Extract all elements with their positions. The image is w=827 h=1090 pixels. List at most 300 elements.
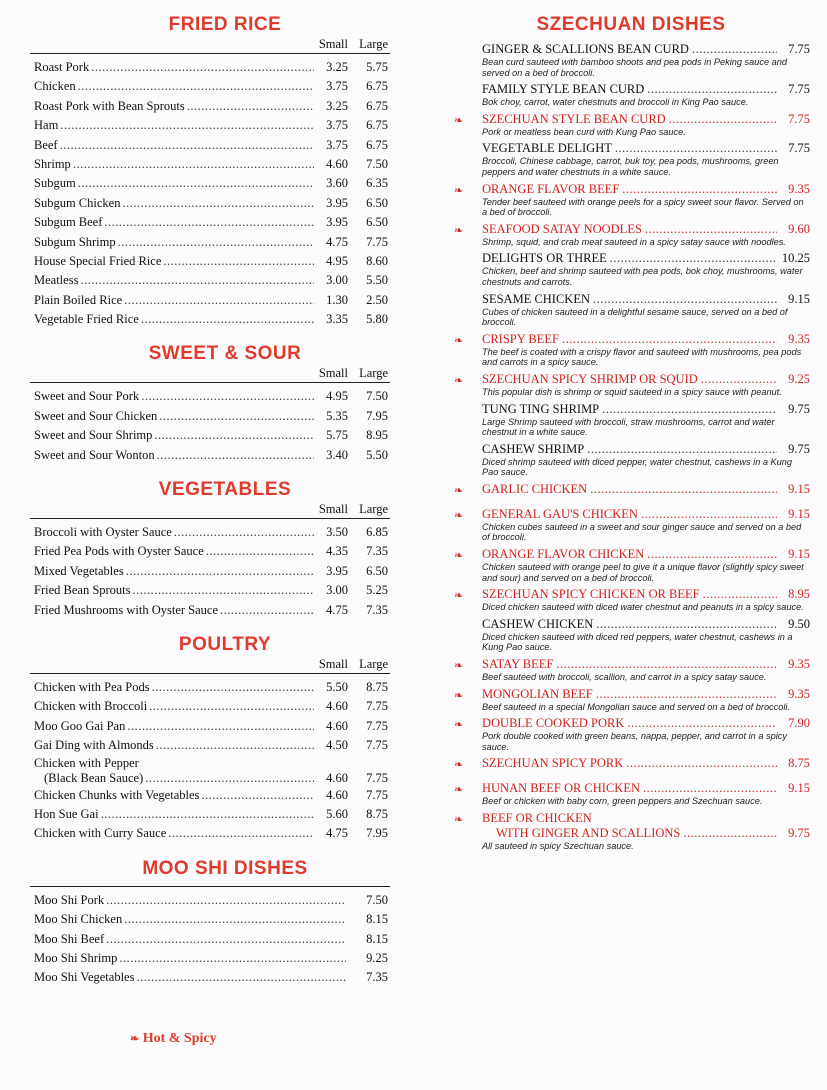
dot-leader (157, 446, 314, 465)
dish-line (482, 112, 810, 127)
divider (30, 518, 390, 519)
large-price: 7.75 (366, 787, 388, 802)
szechuan-title: SZECHUAN DISHES (536, 14, 726, 35)
dish-description: Broccoli, Chinese cabbage, carrot, buk toy, pea pods, mushrooms, green peppers and water chestnuts in a white sauce. (482, 156, 779, 177)
dish-item (452, 42, 810, 78)
dish-line (482, 657, 810, 672)
dish-line (482, 507, 810, 522)
item-name: Chicken with Broccoli (34, 699, 148, 714)
menu-item (30, 601, 390, 620)
vegetables-title: VEGETABLES (158, 479, 292, 501)
dot-leader (159, 407, 314, 426)
menu-item (30, 756, 390, 786)
dish-item (452, 687, 810, 713)
large-header: Large (359, 502, 388, 517)
fried-rice-title: FRIED RICE (168, 14, 282, 35)
small-price: 3.95 (326, 215, 348, 230)
dish-item (452, 781, 810, 807)
dish-price: 7.75 (788, 111, 810, 126)
large-price: 5.50 (366, 447, 388, 462)
large-price: 5.50 (366, 273, 388, 288)
dish-name: SZECHUAN SPICY PORK (482, 756, 624, 771)
column-header (30, 501, 390, 517)
dish-line (482, 82, 810, 97)
pepper-icon: ❧ (454, 114, 464, 127)
item-name: Moo Shi Shrimp (34, 950, 118, 965)
item-price: 8.15 (366, 931, 388, 946)
dish-line (482, 442, 810, 457)
large-price: 6.35 (366, 176, 388, 191)
dish-item (452, 222, 810, 248)
dish-price: 9.15 (788, 781, 810, 796)
dot-leader (647, 547, 777, 562)
dot-leader (154, 426, 314, 445)
small-price: 4.60 (326, 718, 348, 733)
item-name: Moo Shi Chicken (34, 912, 123, 927)
pepper-icon: ❧ (454, 224, 464, 237)
dish-line (482, 482, 810, 497)
dot-leader (692, 42, 777, 57)
menu-item (30, 387, 390, 406)
dish-name: SATAY BEEF (482, 657, 554, 672)
small-price: 4.95 (326, 253, 348, 268)
pepper-icon: ❧ (454, 689, 464, 702)
item-name: Subgum (34, 176, 76, 191)
left-column (30, 14, 390, 994)
small-header: Small (318, 366, 348, 381)
dish-name: GINGER & SCALLIONS BEAN CURD (482, 42, 689, 56)
large-price: 7.75 (366, 770, 388, 785)
dot-leader (703, 587, 777, 602)
small-price: 4.75 (326, 602, 348, 617)
large-price: 7.95 (366, 826, 388, 841)
menu-item (30, 542, 390, 561)
item-name: Chicken Chunks with Vegetables (34, 787, 200, 802)
dish-line (482, 402, 810, 417)
poultry-list (30, 678, 390, 844)
item-name: Fried Mushrooms with Oyster Sauce (34, 602, 219, 617)
small-price: 5.50 (326, 679, 348, 694)
sweet-sour-list (30, 387, 390, 465)
large-price: 7.75 (366, 234, 388, 249)
dish-price: 9.75 (788, 826, 810, 840)
large-price: 6.75 (366, 118, 388, 133)
dish-name: CASHEW SHRIMP (482, 441, 585, 456)
dish-description: Diced chicken sauteed with diced water chestnut and peanuts in a spicy sauce. (482, 602, 804, 613)
pepper-icon: ❧ (454, 814, 464, 826)
small-price: 3.35 (326, 312, 348, 327)
item-name: Subgum Shrimp (34, 234, 116, 249)
vegetables-section (30, 479, 390, 620)
pepper-icon: ❧ (454, 590, 464, 603)
pepper-icon: ❧ (454, 660, 464, 673)
dish-line (482, 292, 810, 307)
moo-shi-section (30, 858, 390, 988)
item-name: Moo Shi Beef (34, 931, 105, 946)
large-price: 7.50 (366, 389, 388, 404)
dish-line (482, 687, 810, 702)
pepper-icon: ❧ (454, 484, 464, 497)
dish-price: 9.15 (788, 547, 810, 562)
large-price: 7.75 (366, 699, 388, 714)
large-price: 6.50 (366, 195, 388, 210)
item-name: Sweet and Sour Pork (34, 389, 140, 404)
large-price: 8.60 (366, 253, 388, 268)
dish-description: Chicken cubes sauteed in a sweet and sour ginger sauce and served on a bed of broccoli. (482, 521, 802, 543)
dot-leader (145, 771, 314, 786)
dish-price: 9.35 (788, 657, 810, 672)
dish-item (452, 332, 810, 368)
item-name: Hon Sue Gai (34, 806, 99, 821)
fried-rice-section (30, 14, 390, 329)
dish-item (452, 112, 810, 138)
dot-leader (106, 930, 346, 949)
dot-leader (60, 136, 314, 155)
dish-price: 9.35 (788, 686, 810, 701)
column-header (30, 365, 390, 381)
dish-line (482, 716, 810, 731)
dish-item (452, 811, 810, 852)
menu-item (30, 446, 390, 465)
dish-name: MONGOLIAN BEEF (482, 686, 593, 701)
dish-description: Bean curd sauteed with bamboo shoots and pea pods in Peking sauce and served on a bed of broccoli. (482, 57, 787, 78)
menu-item (30, 581, 390, 600)
dish-price: 9.15 (788, 291, 810, 306)
menu-item (30, 233, 390, 252)
item-name: Chicken (34, 79, 76, 94)
item-name: Beef (34, 137, 58, 152)
dish-description: Beef sauteed in a special Mongolian sauce and served on a bed of broccoli. (482, 701, 790, 712)
dish-item (452, 372, 810, 398)
dish-name: SZECHUAN SPICY CHICKEN OR BEEF (482, 587, 700, 602)
large-price: 7.95 (366, 408, 388, 423)
item-name: Roast Pork (34, 60, 90, 74)
large-price: 7.75 (366, 738, 388, 753)
dot-leader (104, 213, 314, 232)
dish-item (452, 587, 810, 613)
item-name: Vegetable Fried Rice (34, 312, 139, 327)
pepper-icon: ❧ (454, 784, 464, 797)
item-name: Shrimp (34, 156, 71, 171)
dot-leader (136, 968, 346, 987)
dish-line (482, 756, 810, 771)
dish-price: 7.75 (788, 82, 810, 97)
small-header: Small (318, 37, 348, 51)
dot-leader (168, 824, 314, 843)
dish-item (452, 657, 810, 683)
dot-leader (627, 716, 777, 731)
column-header (30, 656, 390, 672)
menu-item (30, 949, 390, 968)
dot-leader (101, 805, 314, 824)
item-price: 7.50 (366, 892, 388, 907)
dish-description: Chicken sauteed with orange peel to give it a unique flavor (slightly spicy sweet and sour) and served on a bed of broccoli. (482, 562, 804, 583)
dish-price: 9.15 (788, 506, 810, 521)
dot-leader (622, 182, 777, 197)
dish-description: Beef or chicken with baby corn, green peppers and Szechuan sauce. (482, 796, 763, 807)
large-price: 6.75 (366, 137, 388, 152)
right-column (452, 14, 810, 856)
menu-item (30, 891, 390, 910)
dot-leader (602, 402, 777, 417)
menu-item (30, 736, 390, 755)
dot-leader (78, 77, 314, 96)
dish-line (482, 826, 810, 841)
dot-leader (669, 112, 777, 127)
dish-description: Bok choy, carrot, water chestnuts and broccoli in King Pao sauce. (482, 97, 749, 108)
dot-leader (127, 717, 314, 736)
dot-leader (596, 687, 777, 702)
dish-description: Diced shrimp sauteed with diced pepper, water chestnut, cashews in a Kung Pao sauce. (482, 456, 792, 478)
menu-item (30, 678, 390, 697)
dish-description: The beef is coated with a crispy flavor and sauteed with mushrooms, pea pods and carrots in a spicy sauce. (482, 346, 802, 368)
dish-price: 7.75 (788, 42, 810, 56)
menu-item (30, 213, 390, 232)
small-price: 5.75 (326, 428, 348, 443)
item-name: Moo Goo Gai Pan (34, 718, 126, 733)
dish-line (482, 222, 810, 237)
large-price: 6.50 (366, 215, 388, 230)
dish-item (452, 442, 810, 478)
item-name: Mixed Vegetables (34, 563, 124, 578)
small-header: Small (318, 502, 348, 517)
dot-leader (220, 601, 314, 620)
pepper-icon: ❧ (454, 719, 464, 732)
dot-leader (590, 482, 777, 497)
menu-item (30, 155, 390, 174)
large-price: 6.85 (366, 525, 388, 540)
small-price: 3.40 (326, 447, 348, 462)
dish-item (452, 251, 810, 287)
dot-leader (163, 252, 314, 271)
poultry-section (30, 634, 390, 844)
dish-item (452, 547, 810, 583)
item-line (34, 771, 388, 786)
menu-item (30, 310, 390, 329)
dot-leader (141, 387, 314, 406)
hot-spicy-legend (130, 1031, 217, 1047)
pepper-icon: ❧ (454, 184, 464, 197)
dish-name: SEAFOOD SATAY NOODLES (482, 221, 642, 236)
dot-leader (126, 562, 314, 581)
dot-leader (119, 949, 346, 968)
large-price: 2.50 (366, 292, 388, 307)
moo-shi-list (30, 891, 390, 988)
dish-line (482, 372, 810, 387)
item-name: Broccoli with Oyster Sauce (34, 525, 172, 540)
large-price: 6.75 (366, 98, 388, 113)
large-price: 7.35 (366, 544, 388, 559)
pepper-icon: ❧ (130, 1033, 140, 1045)
dot-leader (647, 82, 777, 97)
large-price: 8.75 (366, 679, 388, 694)
dish-name: BEEF OR CHICKEN (482, 811, 592, 825)
small-price: 3.95 (326, 195, 348, 210)
item-name: Moo Shi Vegetables (34, 970, 135, 985)
item-name: Chicken with Pea Pods (34, 679, 150, 694)
dish-name: CASHEW CHICKEN (482, 616, 594, 631)
dish-description: All sauteed in spicy Szechuan sauce. (482, 841, 634, 851)
small-price: 5.60 (326, 806, 348, 821)
dish-name: HUNAN BEEF OR CHICKEN (482, 781, 640, 796)
item-name: Subgum Chicken (34, 195, 121, 210)
dish-price: 9.15 (788, 481, 810, 496)
hot-spicy-label: Hot & Spicy (142, 1031, 217, 1046)
small-price: 3.00 (326, 273, 348, 288)
menu-item (30, 717, 390, 736)
dish-description: Chicken, beef and shrimp sauteed with pea pods, bok choy, mushrooms, water chestnuts and carrots. (482, 266, 803, 287)
vegetables-list (30, 523, 390, 620)
small-price: 4.60 (326, 787, 348, 802)
item-name: Fried Bean Sprouts (34, 583, 131, 598)
large-price: 6.75 (366, 79, 388, 94)
dish-description: Pork double cooked with green beans, nappa, pepper, and carrot in a spicy sauce. (482, 731, 787, 752)
dish-price: 9.75 (788, 441, 810, 456)
menu-item (30, 116, 390, 135)
dot-leader (78, 174, 314, 193)
dot-leader (73, 155, 314, 174)
dish-item (452, 82, 810, 108)
dish-description: Shrimp, squid, and crab meat sauteed in a spicy satay sauce with noodles. (482, 236, 786, 247)
large-price: 5.75 (366, 60, 388, 74)
small-price: 4.95 (326, 389, 348, 404)
small-price: 3.60 (326, 176, 348, 191)
dish-name: ORANGE FLAVOR CHICKEN (482, 547, 645, 562)
small-price: 3.75 (326, 137, 348, 152)
large-price: 7.50 (366, 156, 388, 171)
menu-item (30, 523, 390, 542)
dot-leader (683, 826, 777, 841)
dot-leader (156, 736, 314, 755)
fried-rice-list (30, 58, 390, 329)
dish-line (482, 781, 810, 796)
dot-leader (615, 141, 777, 156)
menu-item (30, 58, 390, 77)
item-name-cont: (Black Bean Sauce) (44, 770, 144, 785)
menu-item (30, 824, 390, 843)
dot-leader (124, 291, 314, 310)
dot-leader (118, 233, 314, 252)
poultry-title: POULTRY (178, 633, 272, 655)
item-name: Sweet and Sour Shrimp (34, 428, 153, 443)
menu-item (30, 136, 390, 155)
menu-item (30, 407, 390, 426)
dish-line (482, 141, 810, 156)
dish-price: 8.95 (788, 587, 810, 602)
menu-item (30, 97, 390, 116)
item-price: 9.25 (366, 950, 388, 965)
large-price: 7.35 (366, 602, 388, 617)
large-price: 7.75 (366, 718, 388, 733)
dish-price: 9.35 (788, 181, 810, 196)
dish-item (452, 507, 810, 543)
dish-price: 7.90 (788, 716, 810, 731)
menu-item (30, 426, 390, 445)
menu-item (30, 968, 390, 987)
dot-leader (124, 910, 346, 929)
small-price: 4.60 (326, 770, 348, 785)
dish-price: 7.75 (788, 141, 810, 156)
divider (30, 53, 390, 54)
item-name: Roast Pork with Bean Sprouts (34, 98, 185, 113)
dish-name: ORANGE FLAVOR BEEF (482, 181, 620, 196)
divider (30, 886, 390, 887)
dish-name: FAMILY STYLE BEAN CURD (482, 82, 645, 97)
dish-name: GENERAL GAU'S CHICKEN (482, 506, 638, 521)
dish-name: SZECHUAN STYLE BEAN CURD (482, 111, 666, 126)
large-price: 5.25 (366, 583, 388, 598)
dish-price: 9.25 (788, 371, 810, 386)
dot-leader (106, 891, 346, 910)
small-price: 3.25 (326, 98, 348, 113)
dish-line (482, 42, 810, 57)
dish-line (482, 547, 810, 562)
dot-leader (80, 271, 314, 290)
dish-description: Pork or meatless bean curd with Kung Pao sauce. (482, 126, 686, 137)
sweet-sour-section (30, 343, 390, 465)
small-price: 3.95 (326, 563, 348, 578)
dot-leader (643, 781, 777, 796)
pepper-icon: ❧ (454, 374, 464, 387)
dish-price: 9.75 (788, 401, 810, 416)
dish-name: DELIGHTS OR THREE (482, 251, 607, 266)
item-name: Sweet and Sour Wonton (34, 447, 155, 462)
divider (30, 673, 390, 674)
dot-leader (206, 542, 314, 561)
moo-shi-title: MOO SHI DISHES (142, 857, 308, 879)
dish-description: Beef sauteed with broccoli, scallion, and carrot in a spicy satay sauce. (482, 672, 767, 683)
dot-leader (133, 581, 314, 600)
dot-leader (91, 58, 314, 77)
small-price: 3.75 (326, 118, 348, 133)
menu-item (30, 194, 390, 213)
small-price: 3.25 (326, 60, 348, 74)
dot-leader (60, 116, 314, 135)
dish-item (452, 141, 810, 177)
dish-description: Diced chicken sauteed with diced red peppers, water chestnut, cashews in a Kung Pao sauce. (482, 631, 793, 653)
divider (30, 382, 390, 383)
dish-price: 8.75 (788, 756, 810, 771)
item-name: House Special Fried Rice (34, 253, 162, 268)
small-price: 4.35 (326, 544, 348, 559)
large-price: 8.95 (366, 428, 388, 443)
large-header: Large (359, 656, 388, 671)
pepper-icon: ❧ (454, 759, 464, 772)
small-price: 1.30 (326, 292, 348, 307)
dish-name: CRISPY BEEF (482, 331, 559, 346)
dish-name: SZECHUAN SPICY SHRIMP OR SQUID (482, 371, 698, 386)
dish-line (482, 332, 810, 347)
dish-description: Cubes of chicken sauteed in a delightful sesame sauce, served on a bed of broccoli. (482, 306, 788, 328)
dot-leader (596, 617, 777, 632)
dot-leader (556, 657, 777, 672)
large-price: 5.80 (366, 312, 388, 327)
dot-leader (562, 332, 777, 347)
small-price: 3.50 (326, 525, 348, 540)
item-name: Chicken with Pepper (34, 755, 139, 770)
dish-name-cont: WITH GINGER AND SCALLIONS (496, 826, 681, 840)
dish-item (452, 716, 810, 752)
menu-item (30, 291, 390, 310)
dot-leader (645, 222, 777, 237)
menu-item (30, 271, 390, 290)
dot-leader (187, 97, 314, 116)
dot-leader (152, 678, 314, 697)
pepper-icon: ❧ (454, 509, 464, 522)
item-name: Subgum Beef (34, 215, 103, 230)
menu-item (30, 786, 390, 805)
dish-line (482, 617, 810, 632)
